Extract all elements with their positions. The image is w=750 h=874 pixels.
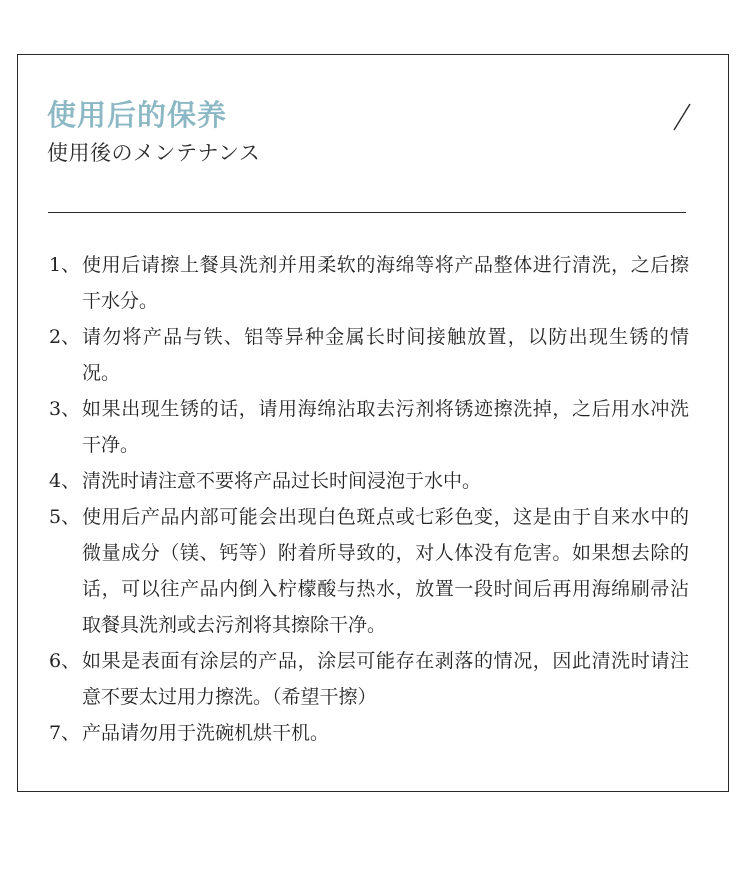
item-text: 清洗时请注意不要将产品过长时间浸泡于水中。 — [82, 470, 482, 492]
section-title: 使用后的保养 — [47, 98, 228, 132]
item-text: 使用后请擦上餐具洗剂并用柔软的海绵等将产品整体进行清洗，之后擦干水分。 — [82, 254, 689, 312]
item-number: 1、 — [49, 254, 81, 276]
list-item — [49, 715, 689, 751]
item-text: 产品请勿用于洗碗机烘干机。 — [82, 722, 330, 744]
item-number: 7、 — [49, 722, 81, 744]
item-text: 使用后产品内部可能会出现白色斑点或七彩色变，这是由于自来水中的微量成分（镁、钙等）附着所导致的，对人体没有危害。如果想去除的话，可以往产品内倒入柠檬酸与热水，放置一段时间后再用海绵刷帚沾取餐具洗剂或去污剂将其擦除干净。 — [82, 506, 689, 636]
list-item — [49, 643, 689, 715]
item-text: 请勿将产品与铁、铝等异种金属长时间接触放置，以防出现生锈的情况。 — [82, 326, 689, 384]
list-item — [49, 247, 689, 319]
item-number: 3、 — [49, 398, 81, 420]
item-number: 4、 — [49, 470, 81, 492]
item-number: 6、 — [49, 650, 81, 672]
item-text: 如果是表面有涂层的产品，涂层可能存在剥落的情况，因此清洗时请注意不要太过用力擦洗。（希望干擦） — [82, 650, 689, 708]
list-item — [49, 391, 689, 463]
section-subtitle: 使用後のメンテナンス — [47, 141, 261, 165]
list-item — [49, 319, 689, 391]
list-item — [49, 499, 689, 643]
care-instructions-list — [49, 247, 689, 751]
item-number: 5、 — [49, 506, 81, 528]
slash-icon — [673, 103, 691, 131]
maintenance-panel — [17, 54, 729, 792]
item-number: 2、 — [49, 326, 81, 348]
list-item — [49, 463, 689, 499]
item-text: 如果出现生锈的话，请用海绵沾取去污剂将锈迹擦洗掉，之后用水冲洗干净。 — [82, 398, 689, 456]
header-divider — [48, 212, 686, 213]
